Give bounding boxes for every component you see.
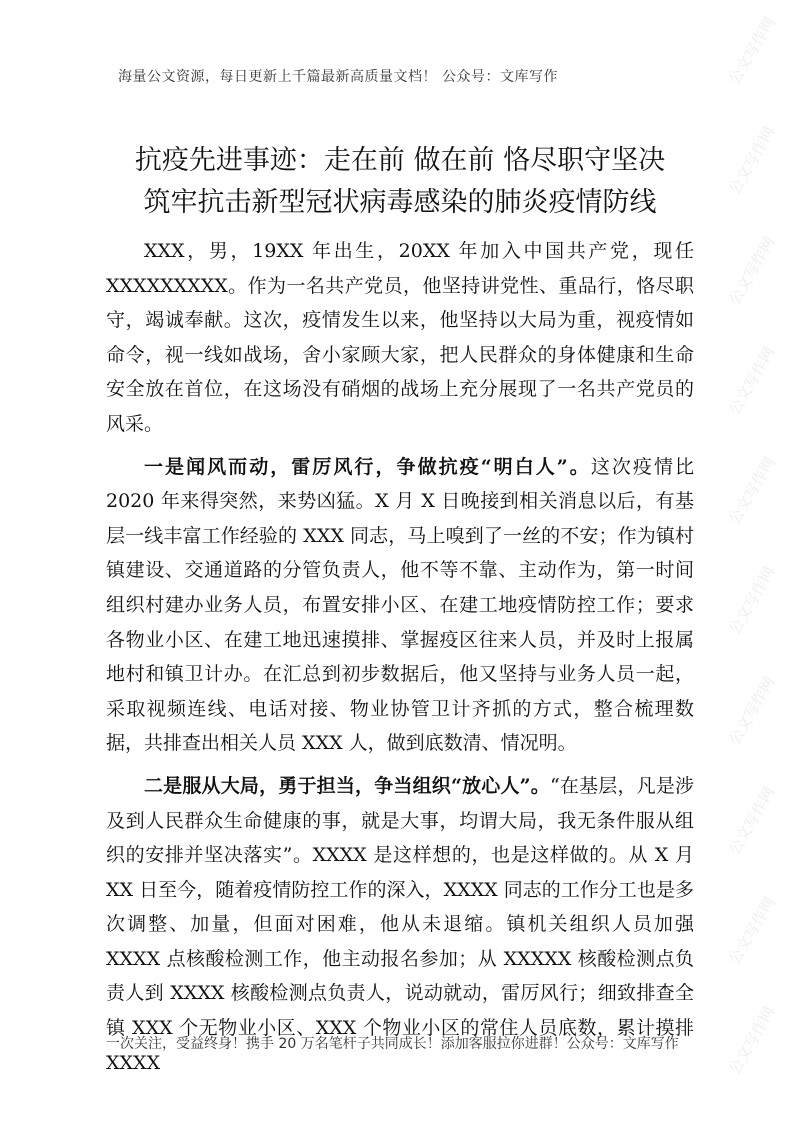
- paragraph-intro: [106, 234, 694, 442]
- watermark-text: 公文写作网: [725, 123, 779, 198]
- document-body: [106, 234, 694, 1088]
- watermark-text: 公文写作网: [725, 343, 779, 418]
- page-header: 海量公文资源，每日更新上千篇最新高质量文档！ 公众号：文库写作: [118, 69, 558, 85]
- watermark-text: 公文写作网: [725, 893, 779, 968]
- watermark-text: 公文写作网: [725, 563, 779, 638]
- watermark-text: 公文写作网: [725, 783, 779, 858]
- watermark-text: 公文写作网: [725, 13, 779, 88]
- watermark-text: 公文写作网: [725, 1003, 779, 1078]
- paragraph-text: 这次疫情比 2020 年来得突然，来势凶猛。X 月 X 日晚接到相关消息以后，有基层一线丰富工作经验的 XXX 同志，马上嗅到了一丝的不安；作为镇村镇建设、交通道路的分管负责人，他不等不靠、主动作为，第一时间组织村建办业务人员，布置安排小区、在建工地疫情防控工作；要求各物业小区、在建工地迅速摸排、掌握疫区往来人员，并及时上报属地村和镇卫计办。在汇总到初步数据后，他又坚持与业务人员一起，采取视频连线、电话对接、物业协管卫计齐抓的方式，整合梳理数据，共排查出相关人员 XXX 人，做到底数清、情况明。: [106, 455, 694, 755]
- watermark-text: 公文写作网: [725, 233, 779, 308]
- page-footer: 一次关注，受益终身！携手 20 万名笔杆子共同成长！添加客服拉你进群！公众号：文库写作: [106, 1036, 679, 1052]
- title-line-2: 筑牢抗击新型冠状病毒感染的肺炎疫情防线: [143, 187, 657, 218]
- watermark-text: 公文写作网: [725, 453, 779, 528]
- watermark-strip: [725, 0, 793, 1122]
- title-line-1: 抗疫先进事迹：走在前 做在前 恪尽职守坚决: [134, 145, 666, 176]
- paragraph-lead: 一是闻风而动，雷厉风行，争做抗疫“明白人”。: [144, 455, 591, 478]
- paragraph-lead: 二是服从大局，勇于担当，争当组织“放心人”。: [144, 774, 550, 797]
- paragraph-point-1: [106, 450, 694, 761]
- watermark-text: 公文写作网: [725, 673, 779, 748]
- document-title: [80, 140, 720, 224]
- paragraph-text: XXX，男，19XX 年出生，20XX 年加入中国共产党，现任 XXXXXXXXX。作为一名共产党员，他坚持讲党性、重品行，恪尽职守，竭诚奉献。这次，疫情发生以来，他坚持以大局为重，视疫情如命令，视一线如战场，舍小家顾大家，把人民群众的身体健康和生命安全放在首位，在这场没有硝烟的战场上充分展现了一名共产党员的风采。: [106, 240, 694, 435]
- paragraph-text: “在基层，凡是涉及到人民群众生命健康的事，就是大事，均谓大局，我无条件服从组织的安排并坚决落实”。XXXX 是这样想的，也是这样做的。从 X 月 XX 日至今，随着疫情防控工作的深入，XXXX 同志的工作分工也是多次调整、加量，但面对困难，他从未退缩。镇机关组织人员加强 XXXX 点核酸检测工作，他主动报名参加；从 XXXXX 核酸检测点负责人到 XXXX 核酸检测点负责人，说动就动，雷厉风行；细致排查全镇 XXX 个无物业小区、XXX 个物业小区的常住人员底数，累计摸排 XXXX: [106, 774, 695, 1074]
